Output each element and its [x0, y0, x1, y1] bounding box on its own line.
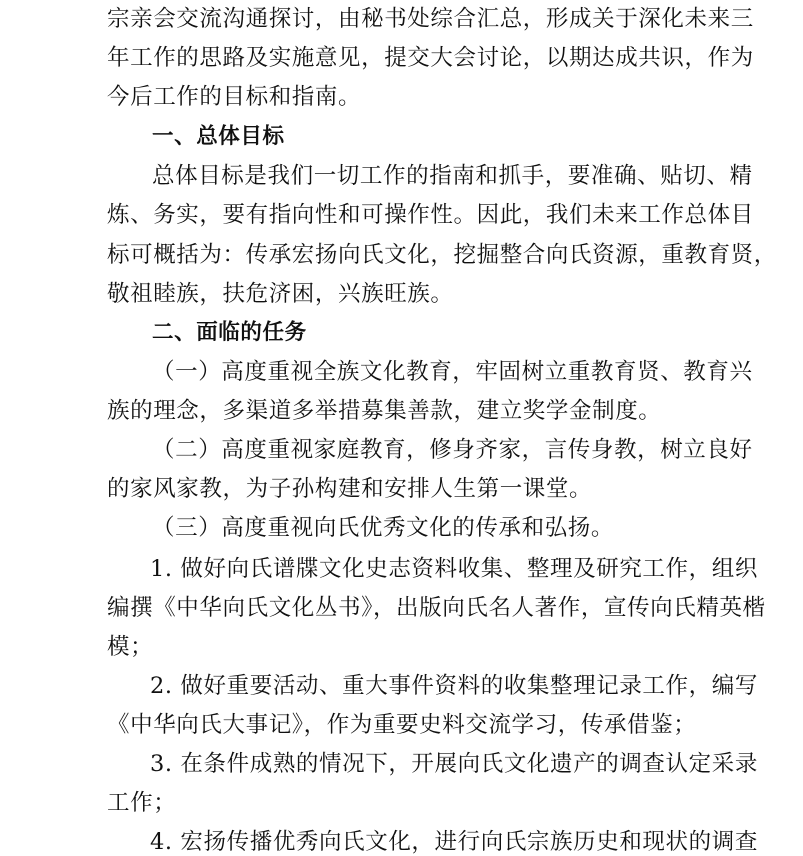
- paragraph-line: 敬祖睦族，扶危济困，兴族旺族。: [107, 281, 454, 307]
- paragraph-line: 族的理念，多渠道多举措募集善款，建立奖学金制度。: [107, 398, 662, 424]
- paragraph-line: 总体目标是我们一切工作的指南和抓手，要准确、贴切、精: [152, 163, 753, 189]
- paragraph-line: （一）高度重视全族文化教育，牢固树立重教育贤、教育兴: [152, 359, 753, 385]
- section-heading-overall-goal: 一、总体目标: [152, 124, 285, 149]
- paragraph-line: 《中华向氏大事记》，作为重要史料交流学习，传承借鉴；: [107, 712, 697, 738]
- paragraph-line: 的家风家教，为子孙构建和安排人生第一课堂。: [107, 476, 593, 502]
- paragraph-line: 2. 做好重要活动、重大事件资料的收集整理记录工作，编写: [150, 673, 758, 699]
- paragraph-line: （二）高度重视家庭教育，修身齐家，言传身教，树立良好: [152, 437, 753, 463]
- paragraph-line: 工作；: [107, 790, 177, 816]
- section-heading-tasks: 二、面临的任务: [152, 320, 307, 345]
- paragraph-line: 模；: [107, 634, 154, 660]
- paragraph-line: 编撰《中华向氏文化丛书》，出版向氏名人著作，宣传向氏精英楷: [107, 595, 766, 621]
- intro-line-3: 今后工作的目标和指南。: [107, 84, 362, 110]
- paragraph-line: 3. 在条件成熟的情况下，开展向氏文化遗产的调查认定采录: [150, 751, 758, 777]
- paragraph-line: 4. 宏扬传播优秀向氏文化，进行向氏宗族历史和现状的调查: [150, 829, 758, 855]
- intro-line-2: 年工作的思路及实施意见，提交大会讨论，以期达成共识，作为: [107, 45, 754, 71]
- intro-line-1: 宗亲会交流沟通探讨，由秘书处综合汇总，形成关于深化未来三: [107, 6, 754, 32]
- paragraph-line: （三）高度重视向氏优秀文化的传承和弘扬。: [152, 515, 615, 541]
- paragraph-line: 标可概括为：传承宏扬向氏文化，挖掘整合向氏资源，重教育贤，: [107, 242, 777, 268]
- paragraph-line: 炼、务实，要有指向性和可操作性。因此，我们未来工作总体目: [107, 202, 754, 228]
- paragraph-line: 1. 做好向氏谱牒文化史志资料收集、整理及研究工作，组织: [150, 556, 758, 582]
